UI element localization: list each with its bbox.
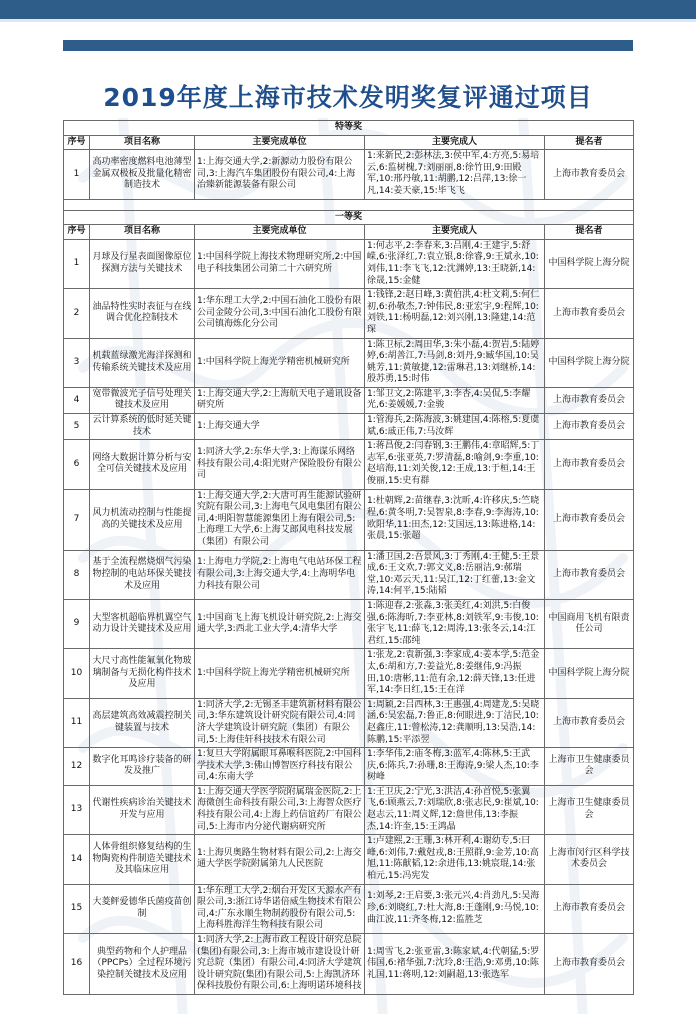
row-people: 1:王卫庆,2:宁光,3:洪洁,4:孙首悦,5:张翼飞,6:顾燕云,7:刘瑞欣,8:张志民,9:崔斌,10:赵志云,11:周义辉,12:詹世伟,13:李振杰,14:许奎,15:王鸿晶: [365, 785, 545, 834]
row-seq: 1: [64, 150, 90, 199]
table-row: [64, 489, 634, 550]
row-units: 1:中国科学院上海光学精密机械研究所: [195, 649, 365, 698]
header-seq: 序号: [64, 135, 90, 150]
row-nominator: 上海市教育委员会: [545, 550, 634, 599]
row-seq: 10: [64, 649, 90, 698]
row-seq: 7: [64, 489, 90, 550]
column-header-row: [64, 135, 634, 150]
row-units: 1:上海交通大学,2:新源动力股份有限公司,3:上海汽车集团股份有限公司,4:上海治臻新能源装备有限公司: [195, 150, 365, 199]
section-title: 特等奖: [64, 121, 634, 136]
row-project: 网络大数据计算分析与安全可信关键技术及应用: [90, 440, 195, 489]
table-row: [64, 785, 634, 834]
row-seq: 5: [64, 414, 90, 440]
page-title: 2019年度上海市技术发明奖复评通过项目: [103, 83, 593, 112]
row-units: 1:同济大学,2:东华大学,3:上海谋乐网络科技有限公司,4:阳光财产保险股份有限公司: [195, 440, 365, 489]
row-project: 高功率密度燃料电池薄型金属双极板及批量化精密制造技术: [90, 150, 195, 199]
row-seq: 4: [64, 387, 90, 413]
row-seq: 13: [64, 785, 90, 834]
row-people: 1:杜朝辉,2:苗继春,3:沈昕,4:许移庆,5:竺晓程,6:黄冬明,7:吴智泉,8:李春,9:李海涛,10:欧阳华,11:田杰,12:艾国远,13:陈进格,14:张晨,15:张超: [365, 489, 545, 550]
table-row: [64, 550, 634, 599]
row-people: 1:周颖,2:吕西林,3:王惠强,4:周建龙,5:吴晓涵,6:吴宏磊,7:鲁正,8:何眼进,9:丁洁民,10:赵鑫庄,11:曾松涛,12:龚顺明,13:吴浩,14:陈鹏,15:平添翌: [365, 698, 545, 747]
row-units: 1:上海交通大学,2:上海航天电子通讯设备研究所: [195, 387, 365, 413]
header-seq: 序号: [64, 225, 90, 240]
table-row: [64, 387, 634, 413]
section-title: 一等奖: [64, 210, 634, 225]
row-project: 人体骨组织修复结构的生物陶瓷构件制造关键技术及其临床应用: [90, 835, 195, 884]
section-title-row: [64, 210, 634, 225]
row-people: 1:蒋昌俊,2:闫春钢,3:王鹏伟,4:章昭辉,5:丁志军,6:张亚英,7:罗清磊,8:喻剑,9:李重,10:赵培海,11:刘关俊,12:王成,13:于桓,14:王俊丽,15:史有群: [365, 440, 545, 489]
row-nominator: 上海市教育委员会: [545, 289, 634, 338]
row-project: 基于全流程燃烧烟气污染物控制的电站环保关键技术及应用: [90, 550, 195, 599]
header-people: 主要完成人: [365, 135, 545, 150]
row-units: 1:上海交通大学,2:大唐可再生能源试验研究院有限公司,3:上海电气风电集团有限公司,4:明阳智慧能源集团上海有限公司,5:上海理工大学,6:上海艾郎风电科技发展（集团）有限公司: [195, 489, 365, 550]
row-units: 1:复旦大学附属眼耳鼻喉科医院,2:中国科学技术大学,3:佛山博智医疗科技有限公司,4:东南大学: [195, 748, 365, 786]
row-seq: 12: [64, 748, 90, 786]
row-people: 1:李华伟,2:庙冬梅,3:蓝军,4:陈林,5:王武庆,6:陈兵,7:孙珊,8:王海涛,9:梁人杰,10:李树峰: [365, 748, 545, 786]
row-people: 1:邹卫文,2:陈建平,3:李杏,4:吴侃,5:李耀光,6:姜媛媛,7:金骏: [365, 387, 545, 413]
row-units: 1:同济大学,2:无锡圣丰建筑新材料有限公司,3:华东建筑设计研究院有限公司,4:同济大学建筑设计研究院（集团）有限公司,5:上海佳轩科技技术有限公司: [195, 698, 365, 747]
row-people: 1:卢建熙,2:王珊,3:林开利,4:谢幼专,5:曰峰,6:刘伟,7:戴尅戎,8:王照群,9:金芳,10:高旭,11:陈献韬,12:余进伟,13:姚宸琨,14:张柏元,15:冯宪发: [365, 835, 545, 884]
row-units: 1:上海贝奥路生物材料有限公司,2:上海交通大学医学院附属第九人民医院: [195, 835, 365, 884]
row-nominator: 上海市教育委员会: [545, 150, 634, 199]
header-project: 项目名称: [90, 135, 195, 150]
row-units: 1:上海交通大学: [195, 414, 365, 440]
award-table-body: [64, 121, 634, 995]
table-row: [64, 934, 634, 995]
row-people: 1:钱锋,2:赵日峰,3:黄伯洪,4:杜文莉,5:何仁初,6:孙敬杰,7:钟伟民,8:亚宏宇,9:程辉,10:刘铁,11:杨明磊,12:刘兴刚,13:隆建,14:范琛: [365, 289, 545, 338]
row-project: 代谢性疾病诊治关键技术开发与应用: [90, 785, 195, 834]
table-row: [64, 649, 634, 698]
table-row: [64, 884, 634, 933]
row-seq: 6: [64, 440, 90, 489]
row-people: 1:张龙,2:袁新强,3:李家成,4:姜本学,5:范金太,6:胡和方,7:姜益光,8:姜继伟,9:冯振田,10:唐彬,11:范有余,12:薛天锋,13:任进军,14:李日红,15:王在洋: [365, 649, 545, 698]
table-row: [64, 748, 634, 786]
row-nominator: 上海市教育委员会: [545, 934, 634, 995]
row-project: 典型药物和个人护理品（PPCPs）全过程环境污染控制关键技术及应用: [90, 934, 195, 995]
table-row: [64, 289, 634, 338]
award-table: [63, 120, 634, 995]
row-people: 1:周雪飞,2:张亚雷,3:陈家斌,4:代朝猛,5:罗伟国,6:褚华强,7:沈玲,8:王浩,9:邓勇,10:陈礼国,11:蒋明,12:刘嗣超,13:张选军: [365, 934, 545, 995]
row-nominator: 上海市教育委员会: [545, 440, 634, 489]
column-header-row: [64, 225, 634, 240]
row-nominator: 上海市卫生健康委员会: [545, 748, 634, 786]
row-people: 1:何志平,2:李春来,3:吕刚,4:王建宇,5:舒嵘,6:张泽红,7:袁立银,8:徐睿,9:王斌永,10:刘伟,11:李飞飞,12:沈渊婷,13:王晓新,14:徐晟,15:金健: [365, 239, 545, 288]
row-nominator: 上海市教育委员会: [545, 387, 634, 413]
row-units: 1:中国商飞上海飞机设计研究院,2:上海交通大学,3:西北工业大学,4:清华大学: [195, 599, 365, 648]
section-title-row: [64, 121, 634, 136]
row-units: 1:华东理工大学,2:烟台开发区天源水产有限公司,3:浙江诗华诺倍威生物技术有限公司,4:广东永顺生物制药股份有限公司,5:上海科胜海洋生物科技有限公司: [195, 884, 365, 933]
row-project: 数字化耳鸣诊疗装备的研发及推广: [90, 748, 195, 786]
table-row: [64, 599, 634, 648]
row-seq: 1: [64, 239, 90, 288]
row-project: 风力机流动控制与性能提高的关键技术及应用: [90, 489, 195, 550]
table-row: [64, 150, 634, 199]
header-people: 主要完成人: [365, 225, 545, 240]
row-project: 油品特性实时表征与在线调合优化控制技术: [90, 289, 195, 338]
row-people: 1:来新民,2:彭林法,3:侯中军,4:方亮,5:易培云,6:监树槐,7:刘丽丽,8:徐竹田,9:田殿军,10:邢丹敏,11:胡鹏,12:吕萍,13:徐一凡,14:姜天豪,15:毕飞飞: [365, 150, 545, 199]
table-row: [64, 835, 634, 884]
row-seq: 2: [64, 289, 90, 338]
top-banner-bar: [0, 0, 696, 22]
row-seq: 15: [64, 884, 90, 933]
spacer-cell: [64, 199, 634, 210]
row-units: 1:上海电力学院,2:上海电气电站环保工程有限公司,3:上海交通大学,4:上海明华电力科技有限公司: [195, 550, 365, 599]
row-units: 1:华东理工大学,2:中国石油化工股份有限公司金陵分公司,3:中国石油化工股份有限公司镇海炼化分公司: [195, 289, 365, 338]
row-seq: 3: [64, 338, 90, 387]
row-project: 大尺寸高性能氟氧化物玻璃制备与无损化构件技术及应用: [90, 649, 195, 698]
row-project: 云计算系统的低时延关键技术: [90, 414, 195, 440]
table-row: [64, 338, 634, 387]
row-project: 月球及行星表面图像原位探测方法与关键技术: [90, 239, 195, 288]
row-seq: 16: [64, 934, 90, 995]
row-nominator: 上海市教育委员会: [545, 489, 634, 550]
header-nominator: 提名者: [545, 135, 634, 150]
table-row: [64, 698, 634, 747]
row-seq: 14: [64, 835, 90, 884]
header-units: 主要完成单位: [195, 225, 365, 240]
table-row: [64, 239, 634, 288]
row-people: 1:管海兵,2:陈海波,3:姚建国,4:陈榕,5:夏虞斌,6:戚正伟,7:马汝辉: [365, 414, 545, 440]
row-seq: 11: [64, 698, 90, 747]
row-seq: 9: [64, 599, 90, 648]
header-units: 主要完成单位: [195, 135, 365, 150]
row-nominator: 上海市教育委员会: [545, 698, 634, 747]
table-row: [64, 440, 634, 489]
row-people: 1:潘卫国,2:吾景风,3:丁秀刚,4:王健,5:王景成,6:王文欢,7:郭文义,8:岳丽洁,9:郝瑞堂,10:邓云天,11:吴江,12:丁红蕾,13:金文涛,14:何平,15:陆韬: [365, 550, 545, 599]
row-people: 1:刘琴,2:王启要,3:张元兴,4:肖劲凡,5:吴海珍,6:刘晓红,7:杜大海,8:王蓬刚,9:马悦,10:曲江波,11:齐冬梅,12:监胜芝: [365, 884, 545, 933]
row-nominator: 中国科学院上海分院: [545, 338, 634, 387]
row-units: 1:同济大学,2:上海市政工程设计研究总院(集团)有限公司,3:上海市城市建设设计研究总院（集团）有限公司,4:同济大学建筑设计研究院(集团)有限公司,5:上海凯济环保科技股份有限公司,6:上海明诺环境科技: [195, 934, 365, 995]
row-nominator: 上海市闵行区科学技术委员会: [545, 835, 634, 884]
row-nominator: 中国商用飞机有限责任公司: [545, 599, 634, 648]
header-project: 项目名称: [90, 225, 195, 240]
row-units: 1:中国科学院上海光学精密机械研究所: [195, 338, 365, 387]
header-strip: [63, 40, 633, 51]
section-spacer-row: [64, 199, 634, 210]
row-nominator: 上海市教育委员会: [545, 414, 634, 440]
header-nominator: 提名者: [545, 225, 634, 240]
row-people: 1:陈迎春,2:张淼,3:张美红,4:刘洪,5:白俊强,6:陈海昕,7:李亚林,8:刘铁军,9:韦俊,10:张宇飞,11:薛飞,12:周涛,13:张冬云,14:江君红,15:邵纯: [365, 599, 545, 648]
row-project: 机载蓝绿激光海洋探测和传输系统关键技术及应用: [90, 338, 195, 387]
row-project: 大型客机超临界机翼空气动力设计关键技术及应用: [90, 599, 195, 648]
row-project: 大菱鲆爱德华氏菌疫苗创制: [90, 884, 195, 933]
row-units: 1:中国科学院上海技术物理研究所,2:中国电子科技集团公司第二十六研究所: [195, 239, 365, 288]
row-seq: 8: [64, 550, 90, 599]
row-people: 1:陈卫标,2:周田华,3:朱小磊,4:贺岩,5:陆婷婷,6:胡善江,7:马剑,8:刘丹,9:臧华国,10:吴姚芳,11:黄敏捷,12:雷琳君,13:刘继桥,14:殷苏勇,15:时伟: [365, 338, 545, 387]
row-nominator: 中国科学院上海分院: [545, 649, 634, 698]
table-row: [64, 414, 634, 440]
row-nominator: 上海市教育委员会: [545, 884, 634, 933]
row-nominator: 中国科学院上海分院: [545, 239, 634, 288]
row-project: 宽带微波光子信号处理关键技术及应用: [90, 387, 195, 413]
row-units: 1:上海交通大学医学院附属瑞金医院,2:上海微创生命科技有限公司,3:上海智众医疗科技有限公司,4:上海上药信谊药厂有限公司,5:上海市内分泌代谢病研究所: [195, 785, 365, 834]
row-nominator: 上海市卫生健康委员会: [545, 785, 634, 834]
row-project: 高层建筑高效减震控制关键装置与技术: [90, 698, 195, 747]
